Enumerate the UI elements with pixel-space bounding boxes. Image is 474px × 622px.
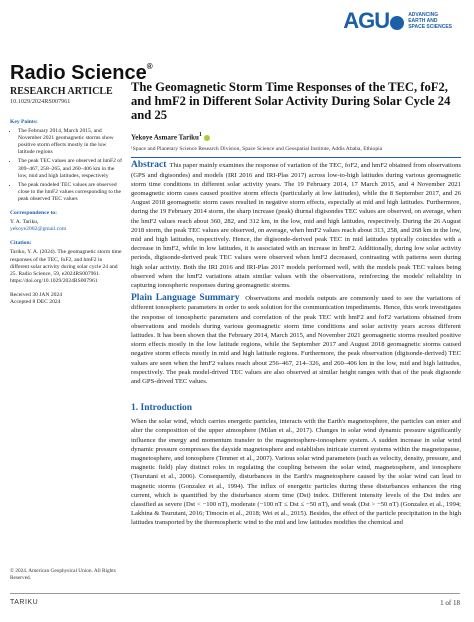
journal-name: Radio Science® [10,62,153,84]
citation-text: Tariku, Y. A. (2024). The geomagnetic storm time responses of the TEC, foF2, and hmF2 in different solar activity during solar cycle 24 and 25. Radio Science, 59, e2024RS007961. https://doi.org/10.1029/2024RS007961 [10,249,122,284]
agu-logo[interactable] [343,8,452,34]
copyright: © 2024. American Geophysical Union. All Rights Reserved. [10,568,116,581]
orcid-icon[interactable] [204,135,210,141]
author[interactable]: Yekoye Asmare Tariku$^1$ [131,132,461,141]
correspondence-heading: Correspondence to: [10,210,57,217]
footer-divider [10,593,460,594]
received-date: Received 30 JAN 2024 [10,291,63,298]
article-type: RESEARCH ARTICLE [10,86,113,97]
agu-logo-subtitle: ADVANCING EARTH AND SPACE SCIENCES [408,12,452,30]
abstract [131,161,461,290]
main-content [131,80,461,528]
correspondence-name: Y. A. Tariku, [10,219,39,226]
key-point: • The peak modeled TEC values are observed close to the hmF2 values corresponding to the peak observed TEC values [18,182,122,203]
plain-language-summary [131,294,461,386]
introduction-text: When the solar wind, which carries energetic particles, interacts with the Earth's magnetosphere, the particles can enter and alter the composition of the upper atmosphere (Milan et al., 2017). Changes in solar wind dynamic pressure significantly influence the energy and momentum transfer to the magnetosphere-ionosphere system. A sudden increase in solar wind dynamic pressure compresses the dayside magnetosphere and establishes intricate current systems within the magnetopause, magnetosphere, and ionosphere (Tenmer et al., 2007). Various solar wind parameters (such as velocity, density, pressure, and magnetic field) play distinct roles in regulating the coupling between the solar wind, magnetosphere, and ionosphere (Tsurutani et al., 2006). Consequently, disturbances in the Earth's magnetosphere caused by the solar wind can lead to magnetic storms (Gonzalez et al., 1994). The influx of energetic particles during these disturbances enhances the ring current, which is quantified by the disturbance storm time (Dst) index. Different intensity levels of the Dst index are classified as severe (Dst < −100 nT), moderate (−100 nT ≤ Dst ≤ −50 nT), and weak (Dst > −50 nT) (Gonzalez et al., 1994; Lakhina & Tsurutani, 2016; Timocin et al., 2018; Wei et al., 2015). Besides, the effect of the particle precipitation in the high latitudes transported by the thermospheric wind to the mid and low latitudes modifies the chemical and [131,418,461,527]
page-number: 1 of 18 [440,599,460,607]
header-bar [0,0,474,60]
article-title: The Geomagnetic Storm Time Responses of the TEC, foF2, and hmF2 in Different Solar Activity During Solar Cycle 24 and 25 [131,80,451,122]
key-point: • The peak TEC values are observed at hmF2 of 309–467, 258–265, and 260–406 km in the low, mid and high latitudes, respectively [18,158,122,179]
article-doi[interactable]: 10.1029/2024RS007961 [10,98,71,105]
introduction-heading: 1. Introduction [131,403,193,414]
divider [131,157,461,158]
abstract-heading: Abstract [131,160,167,171]
accepted-date: Accepted 8 DEC 2024 [10,298,61,305]
abstract-text: This paper mainly examines the response of variation of the TEC, foF2, and hmF2 obtained from observations (GPS and digisondes) and models (IRI 2016 and IRI-Plas 2017) across low-to-high latitudes during various geomagnetic storm time conditions in different solar activity years. The 19 February 2014, 17 March 2015, and 4 November 2021 geomagnetic storm cases caused positive storm effects (particularly at low latitudes), while the 8 September 2017, and 26 August 2018 geomagnetic storm cases resulted in negative storm effects, especially at mid and high latitudes. Furthermore, during the 19 February 2014 storm, the sharp increase (peak) diurnal digisondes TEC values are observed, on average, when the hmF2 values reach about 360, 282, and 312 km, in the low, mid and high latitudes, respectively. During the 26 August 2018 storm, the peak TEC values are observed, on average, when hmF2 values reach about 313, 258, and 268 km in the low, mid and high latitudes, respectively. Hence, the digisonde-derived peak TEC in mid latitudes typically coincides with a decrease in hmF2, while in low latitudes, it is associated with an increase in hmF2. Additionally, during low solar activity periods, digisonde-derived peak TEC values were observed when hmF2 decreased, contrasting with patterns seen during high solar activity. Both the IRI 2016 and IRI-Plas 2017 models performed well, with the models peak TEC values being observed when the hmF2 variations attain similar values with the observations, reinforcing the models' reliability in capturing ionospheric responses during geomagnetic storms. [131,162,461,289]
agu-logo-mark: AGU [343,8,390,33]
key-point: • The February 2014, March 2015, and November 2021 geomagnetic storms show positive storm effects mostly in the low latitude regions [18,128,122,156]
citation-heading: Citation: [10,240,32,247]
pls-text: Observations and models outputs are commonly used to see the variations of different ionospheric parameters in order to seek solution for the communication impediments. Hence, this work investigates the response of ionospheric parameters and correlation of the peak TEC with hmF2 and foF2 variations obtained from observations and models during various geomagnetic storm time conditions and solar activity years across different latitudes. It has been shown that the February 2014, March 2015, and November 2021 geomagnetic storms resulted positive storm effects mostly in the low latitude regions, while the September 2017 and August 2018 geomagnetic storms caused negative storm effects mostly in mid and high latitude regions. Furthermore, the peak observation (digisonde-derived) TEC values are seen when the hmF2 values reach about 256–467, 214–326, and 260–406 km in the low, mid and high latitudes, respectively. The peak model-drived TEC values are also observed at similar height ranges with that of the peak digisonde and GPS-drived TEC values. [131,295,461,385]
affiliation: ¹Space and Planetary Science Research Division, Space Science and Geospatial Institute, Addis Ababa, Ethiopia [131,146,383,153]
footer-author: TARIKU [10,599,39,606]
correspondence-email[interactable]: yekoye2002@gmail.com [10,226,67,233]
globe-icon [390,16,404,30]
sidebar [10,112,122,306]
pls-heading: Plain Language Summary [131,293,240,304]
key-points-list [10,128,122,203]
key-points-heading: Key Points: [10,119,38,125]
